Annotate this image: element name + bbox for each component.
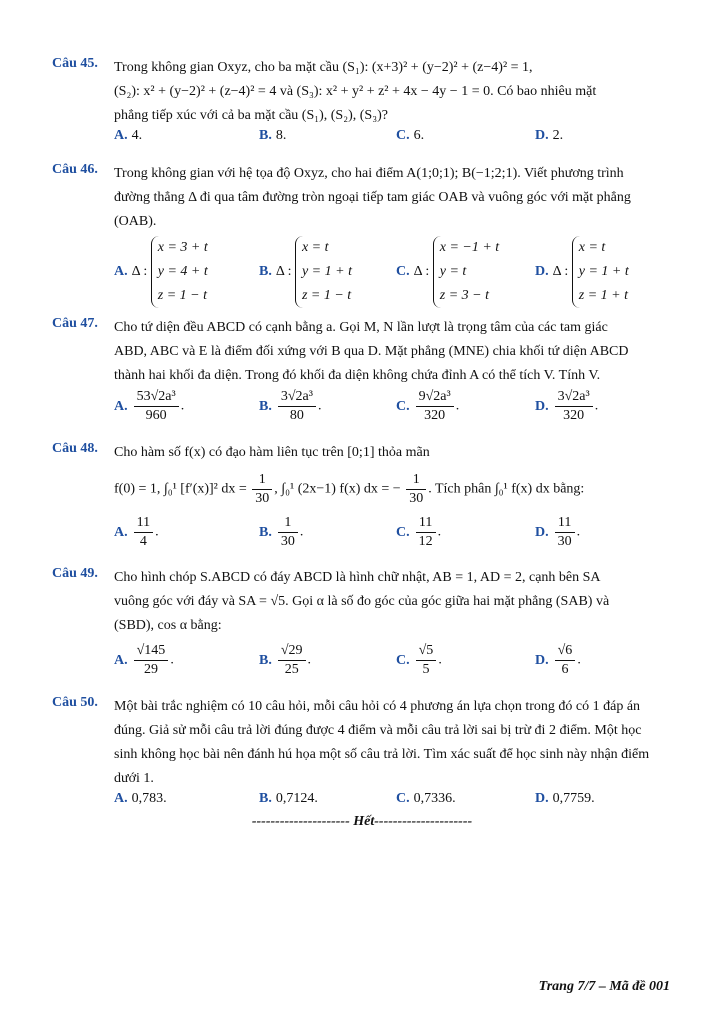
option-d[interactable]: D. Δ : x = t y = 1 + t z = 1 + t xyxy=(535,236,629,308)
option-b[interactable]: B. Δ : x = t y = 1 + t z = 1 − t xyxy=(259,236,352,308)
option-a[interactable]: A. 0,783. xyxy=(114,791,167,806)
option-b[interactable]: B. $\frac{1}{30}$ . xyxy=(259,515,304,549)
question-text: (SBD), cos α bằng: xyxy=(114,618,222,633)
question-number: Câu 50. xyxy=(52,695,98,710)
option-b[interactable]: B. 0,7124. xyxy=(259,791,318,806)
option-c[interactable]: C. $\frac{\text{9√2a³}}{320}$ . xyxy=(396,389,460,423)
option-c[interactable]: C. 0,7336. xyxy=(396,791,456,806)
question-text: Trong không gian Oxyz, cho ba mặt cầu (S₁): (x+3)² + (y−2)² + (z−4)² = 1, xyxy=(114,60,533,75)
question-text: Cho tứ diện đều ABCD có cạnh bằng a. Gọi M, N lần lượt là trọng tâm của các tam giác xyxy=(114,320,608,335)
question-text: (OAB). xyxy=(114,214,157,229)
question-text: sinh không học bài nên đánh hú họa một số câu trả lời. Tìm xác suất để học sinh này nhận điểm xyxy=(114,747,650,762)
option-d[interactable]: D. $\frac{√6}{6}$ . xyxy=(535,643,581,677)
question-number: Câu 47. xyxy=(52,316,98,331)
question-text: ABD, ABC và E là điểm đối xứng với B qua D. Mặt phẳng (MNE) chia khối tứ diện ABCD xyxy=(114,344,629,359)
question-number: Câu 46. xyxy=(52,162,98,177)
question-text: (S₂): x² + (y−2)² + (z−4)² = 4 và (S₃): x² + y² + z² + 4x − 4y − 1 = 0. Có bao nhiêu mặt xyxy=(114,84,597,99)
option-a[interactable]: A. 4. xyxy=(114,128,143,143)
option-d[interactable]: D. 0,7759. xyxy=(535,791,595,806)
option-c[interactable]: C. $\frac{11}{12}$ . xyxy=(396,515,442,549)
question-number: Câu 45. xyxy=(52,56,98,71)
option-d[interactable]: D. 2. xyxy=(535,128,564,143)
question-47 xyxy=(52,316,672,432)
question-50 xyxy=(52,695,672,815)
question-number: Câu 49. xyxy=(52,566,98,581)
option-c[interactable]: C. Δ : x = −1 + t y = t z = 3 − t xyxy=(396,236,499,308)
question-46 xyxy=(52,162,672,312)
question-text: vuông góc với đáy và SA = √5. Gọi α là số đo góc của góc giữa hai mặt phẳng (SAB) và xyxy=(114,594,610,609)
question-49 xyxy=(52,566,672,686)
question-text: Cho hình chóp S.ABCD có đáy ABCD là hình chữ nhật, AB = 1, AD = 2, cạnh bên SA xyxy=(114,570,601,585)
question-text: phẳng tiếp xúc với cả ba mặt cầu (S₁), (S₂), (S₃)? xyxy=(114,108,388,123)
option-c[interactable]: C. 6. xyxy=(396,128,425,143)
option-a[interactable]: A. $\frac{√145}{29}$ . xyxy=(114,643,174,677)
option-b[interactable]: B. $\frac{√29}{25}$ . xyxy=(259,643,312,677)
option-b[interactable]: B. $\frac{\text{3√2a³}}{80}$ . xyxy=(259,389,322,423)
integral-conditions: f(0) = 1, ∫₀¹ [f′(x)]² dx = $\frac{1}{30}$ , ∫₀¹ (2x−1) f(x) dx = − $\frac{1}{30}$ . Tích phân ∫₀¹ f(x) dx bằng: xyxy=(114,472,585,506)
option-a[interactable]: A. $\frac{11}{4}$ . xyxy=(114,515,159,549)
question-number: Câu 48. xyxy=(52,441,98,456)
question-text: đường thẳng Δ đi qua tâm đường tròn ngoại tiếp tam giác OAB và vuông góc với mặt phẳng xyxy=(114,190,631,205)
question-48 xyxy=(52,441,672,558)
option-b[interactable]: B. 8. xyxy=(259,128,287,143)
option-d[interactable]: D. $\frac{\text{3√2a³}}{320}$ . xyxy=(535,389,599,423)
option-c[interactable]: C. $\frac{√5}{5}$ . xyxy=(396,643,442,677)
question-text: thành hai khối đa diện. Trong đó khối đa diện không chứa đỉnh A có thể tích V. Tính V. xyxy=(114,368,601,383)
page-footer: Trang 7/7 – Mã đề 001 xyxy=(538,979,670,994)
question-text: Một bài trắc nghiệm có 10 câu hỏi, mỗi câu hỏi có 4 phương án lựa chọn trong đó có 1 đáp án xyxy=(114,699,641,714)
question-text: dưới 1. xyxy=(114,771,154,786)
question-text: đúng. Giả sử mỗi câu trả lời đúng được 4 điểm và mỗi câu trả lời sai bị trừ đi 2 điểm. Một học xyxy=(114,723,642,738)
question-text: Cho hàm số f(x) có đạo hàm liên tục trên [0;1] thỏa mãn xyxy=(114,445,430,460)
question-45 xyxy=(52,56,672,152)
option-a[interactable]: A. Δ : x = 3 + t y = 4 + t z = 1 − t xyxy=(114,236,208,308)
question-text: Trong không gian với hệ tọa độ Oxyz, cho hai điểm A(1;0;1); B(−1;2;1). Viết phương trình xyxy=(114,166,624,181)
option-a[interactable]: A. $\frac{\text{53√2a³}}{960}$ . xyxy=(114,389,185,423)
option-d[interactable]: D. $\frac{11}{30}$ . xyxy=(535,515,581,549)
end-marker: --------------------- Hết--------------------- xyxy=(251,814,473,829)
